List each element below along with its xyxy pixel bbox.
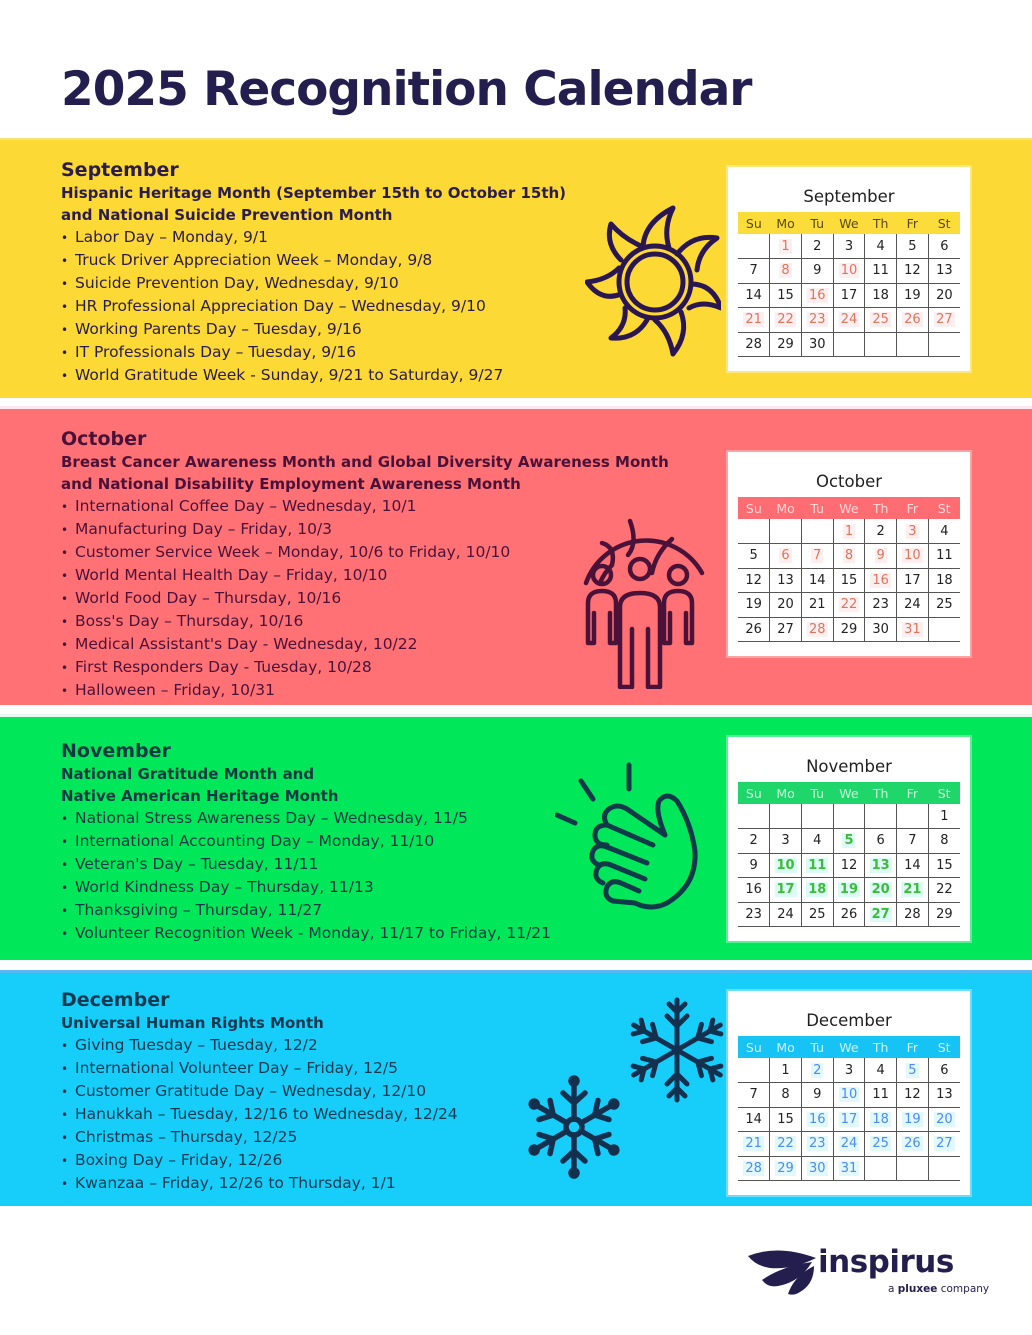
calendar-day: 4 [928,519,960,544]
calendar-day: 29 [928,902,960,927]
weekday-header [738,212,960,234]
event-list [61,1034,458,1195]
calendar-day: 13 [770,568,802,593]
event-item: • Christmas – Thursday, 12/25 [61,1128,298,1146]
calendar-day [928,617,960,642]
snowflake-icon [624,997,730,1103]
calendar-day: 29 [833,617,865,642]
weekday-label: Mo [770,497,802,519]
calendar-day: 8 [770,259,802,284]
calendar-day [833,332,865,357]
calendar-day [801,519,833,544]
calendar-week [738,902,960,927]
event-item: • Medical Assistant's Day - Wednesday, 10/22 [61,635,418,653]
weekday-label: Mo [770,212,802,234]
calendar-day: 16 [865,568,897,593]
calendar-day: 22 [770,308,802,333]
calendar-day: 19 [738,593,770,618]
calendar-day: 30 [865,617,897,642]
calendar-day: 23 [738,902,770,927]
calendar-day: 21 [897,878,929,903]
calendar-day: 24 [833,308,865,333]
calendar-day: 22 [833,593,865,618]
calendar-week [738,234,960,259]
event-item: • Kwanzaa – Friday, 12/26 to Thursday, 1/1 [61,1174,396,1192]
calendar-day: 26 [833,902,865,927]
calendar-day: 14 [897,853,929,878]
calendar-day: 5 [897,234,929,259]
event-item: • First Responders Day - Tuesday, 10/28 [61,658,372,676]
calendar-day: 20 [770,593,802,618]
weekday-label: We [833,782,865,804]
calendar-day: 19 [897,1107,929,1132]
weekday-label: We [833,212,865,234]
weekday-label: St [928,782,960,804]
december-calendar [728,991,970,1195]
calendar-day: 18 [801,878,833,903]
calendar-day: 20 [928,1107,960,1132]
event-item: • World Kindness Day – Thursday, 11/13 [61,878,374,896]
calendar-day: 26 [738,617,770,642]
november-calendar [728,737,970,941]
calendar-day: 2 [801,234,833,259]
december-section [0,970,1032,1206]
calendar-day: 21 [801,593,833,618]
calendar-day: 25 [928,593,960,618]
calendar-day: 16 [801,1107,833,1132]
event-item: • National Stress Awareness Day – Wednesday, 11/5 [61,809,468,827]
calendar-day: 29 [770,1156,802,1181]
calendar-day: 4 [801,829,833,854]
weekday-label: Th [865,497,897,519]
calendar-week [738,332,960,357]
calendar-day: 18 [928,568,960,593]
calendar-day [770,519,802,544]
event-item: • International Volunteer Day – Friday, 12/5 [61,1059,398,1077]
calendar-day: 28 [897,902,929,927]
october-section [0,406,1032,705]
calendar-day [928,332,960,357]
weekday-label: Tu [801,782,833,804]
calendar-day: 25 [801,902,833,927]
weekday-header [738,497,960,519]
event-item: • Giving Tuesday – Tuesday, 12/2 [61,1036,318,1054]
calendar-week [738,519,960,544]
calendar-week [738,1107,960,1132]
calendar-day: 31 [833,1156,865,1181]
calendar-day: 13 [865,853,897,878]
weekday-label: We [833,497,865,519]
observance: Native American Heritage Month [61,787,339,805]
page-title: 2025 Recognition Calendar [61,62,752,117]
calendar-day: 8 [770,1083,802,1108]
calendar-day: 12 [897,259,929,284]
weekday-label: Th [865,782,897,804]
calendar-day: 5 [738,544,770,569]
calendar-day: 6 [928,234,960,259]
event-list [61,226,566,387]
calendar-day: 22 [770,1132,802,1157]
weekday-label: Su [738,1036,770,1058]
calendar-day: 15 [770,283,802,308]
calendar-day: 3 [770,829,802,854]
calendar-day: 27 [928,308,960,333]
event-item: • Suicide Prevention Day, Wednesday, 9/10 [61,274,399,292]
calendar-day: 25 [865,308,897,333]
event-item: • International Accounting Day – Monday, 11/10 [61,832,435,850]
calendar-day: 4 [865,234,897,259]
calendar-day: 10 [770,853,802,878]
calendar-grid [738,212,960,357]
calendar-week [738,1083,960,1108]
calendar-week [738,617,960,642]
inspirus-logo [748,1244,990,1298]
clapping-hands-icon [555,761,705,911]
calendar-day: 31 [897,617,929,642]
month-name: November [61,740,171,762]
calendar-day: 28 [738,332,770,357]
observance: National Gratitude Month and [61,765,315,783]
calendar-grid [738,782,960,927]
calendar-day: 13 [928,1083,960,1108]
calendar-day: 1 [833,519,865,544]
calendar-day [897,1156,929,1181]
weekday-label: Fr [897,212,929,234]
calendar-day [865,804,897,829]
month-name: September [61,159,179,181]
calendar-day: 17 [833,283,865,308]
calendar-week [738,1156,960,1181]
calendar-day [738,1058,770,1083]
calendar-title: September [803,187,895,206]
calendar-title: December [806,1011,892,1030]
snowflake-icon [522,1075,626,1179]
event-item: • HR Professional Appreciation Day – Wednesday, 9/10 [61,297,486,315]
calendar-day: 5 [833,829,865,854]
calendar-day [801,804,833,829]
calendar-day: 26 [897,1132,929,1157]
calendar-day: 3 [833,1058,865,1083]
calendar-day: 11 [801,853,833,878]
calendar-week [738,804,960,829]
leaf-logo-icon [748,1250,820,1296]
september-calendar [728,167,970,371]
calendar-day [770,804,802,829]
calendar-day: 17 [833,1107,865,1132]
calendar-day: 7 [801,544,833,569]
calendar-week [738,1132,960,1157]
calendar-day: 23 [801,308,833,333]
calendar-day: 7 [738,259,770,284]
calendar-day: 17 [897,568,929,593]
event-item: • Labor Day – Monday, 9/1 [61,228,268,246]
calendar-day: 25 [865,1132,897,1157]
calendar-day: 24 [897,593,929,618]
calendar-day: 12 [897,1083,929,1108]
calendar-day: 3 [897,519,929,544]
calendar-title: November [806,757,892,776]
calendar-day: 8 [928,829,960,854]
calendar-day: 11 [865,1083,897,1108]
calendar-day: 28 [738,1156,770,1181]
logo-wordmark: inspirus [818,1244,954,1280]
event-item: • Boss's Day – Thursday, 10/16 [61,612,304,630]
calendar-day: 18 [865,283,897,308]
calendar-day: 20 [865,878,897,903]
calendar-day: 19 [897,283,929,308]
calendar-day: 7 [897,829,929,854]
calendar-week [738,593,960,618]
calendar-day: 21 [738,308,770,333]
calendar-day [897,804,929,829]
event-item: • Volunteer Recognition Week - Monday, 11/17 to Friday, 11/21 [61,924,552,942]
calendar-day: 14 [738,283,770,308]
calendar-day: 3 [833,234,865,259]
calendar-day: 22 [928,878,960,903]
calendar-day: 30 [801,1156,833,1181]
calendar-day: 26 [897,308,929,333]
observance: and National Suicide Prevention Month [61,206,393,224]
calendar-day: 23 [865,593,897,618]
calendar-day [738,519,770,544]
event-item: • Thanksgiving – Thursday, 11/27 [61,901,323,919]
calendar-day: 15 [928,853,960,878]
observance: Universal Human Rights Month [61,1014,324,1032]
calendar-day: 21 [738,1132,770,1157]
event-item: • Truck Driver Appreciation Week – Monday, 9/8 [61,251,433,269]
month-name: October [61,428,147,450]
calendar-day: 16 [801,283,833,308]
weekday-label: Th [865,1036,897,1058]
weekday-label: Fr [897,1036,929,1058]
calendar-grid [738,1036,960,1181]
calendar-day: 11 [865,259,897,284]
calendar-day: 2 [738,829,770,854]
calendar-day: 14 [801,568,833,593]
weekday-header [738,782,960,804]
event-item: • World Mental Health Day – Friday, 10/10 [61,566,388,584]
event-item: • Manufacturing Day – Friday, 10/3 [61,520,333,538]
event-item: • Halloween – Friday, 10/31 [61,681,275,699]
event-item: • International Coffee Day – Wednesday, 10/1 [61,497,417,515]
event-item: • Hanukkah – Tuesday, 12/16 to Wednesday, 12/24 [61,1105,458,1123]
calendar-day: 27 [865,902,897,927]
calendar-week [738,308,960,333]
event-item: • World Gratitude Week - Sunday, 9/21 to Saturday, 9/27 [61,366,504,384]
weekday-label: Mo [770,1036,802,1058]
calendar-day: 17 [770,878,802,903]
calendar-day [865,332,897,357]
calendar-day: 2 [865,519,897,544]
weekday-label: Su [738,782,770,804]
calendar-day: 15 [833,568,865,593]
weekday-label: Fr [897,782,929,804]
calendar-day: 29 [770,332,802,357]
observance: Breast Cancer Awareness Month and Global Diversity Awareness Month [61,453,669,471]
logo-tagline: a pluxee company [888,1283,990,1295]
calendar-day: 12 [738,568,770,593]
calendar-day: 13 [928,259,960,284]
calendar-week [738,259,960,284]
calendar-week [738,568,960,593]
calendar-day: 24 [770,902,802,927]
calendar-day: 15 [770,1107,802,1132]
calendar-day [928,1156,960,1181]
calendar-day: 8 [833,544,865,569]
calendar-day: 9 [738,853,770,878]
calendar-title: October [815,472,883,491]
weekday-header [738,1036,960,1058]
sun-icon [585,204,721,360]
calendar-day: 10 [833,1083,865,1108]
calendar-day [897,332,929,357]
calendar-week [738,283,960,308]
observance: Hispanic Heritage Month (September 15th to October 15th) [61,184,567,202]
calendar-day: 18 [865,1107,897,1132]
calendar-day: 10 [833,259,865,284]
weekday-label: Tu [801,1036,833,1058]
october-calendar [728,452,970,656]
calendar-day: 1 [770,234,802,259]
calendar-day: 5 [897,1058,929,1083]
calendar-day: 11 [928,544,960,569]
event-list [61,807,551,945]
event-item: • Boxing Day – Friday, 12/26 [61,1151,283,1169]
weekday-label: St [928,497,960,519]
calendar-day [738,234,770,259]
people-globe-icon [572,513,708,689]
weekday-label: Tu [801,497,833,519]
calendar-day: 6 [865,829,897,854]
weekday-label: Th [865,212,897,234]
calendar-day: 1 [928,804,960,829]
calendar-day: 20 [928,283,960,308]
weekday-label: Tu [801,212,833,234]
september-section [0,138,1032,398]
weekday-label: Su [738,497,770,519]
calendar-week [738,544,960,569]
weekday-label: St [928,1036,960,1058]
weekday-label: Mo [770,782,802,804]
november-section [0,714,1032,960]
event-item: • Veteran's Day – Tuesday, 11/11 [61,855,319,873]
calendar-day: 2 [801,1058,833,1083]
calendar-week [738,829,960,854]
calendar-day: 12 [833,853,865,878]
calendar-day: 27 [770,617,802,642]
calendar-week [738,853,960,878]
calendar-day: 9 [801,259,833,284]
calendar-day: 30 [801,332,833,357]
event-item: • Working Parents Day – Tuesday, 9/16 [61,320,362,338]
calendar-day: 28 [801,617,833,642]
calendar-day [738,804,770,829]
calendar-day: 16 [738,878,770,903]
observance: and National Disability Employment Awareness Month [61,475,521,493]
calendar-day: 6 [770,544,802,569]
calendar-day: 4 [865,1058,897,1083]
weekday-label: Su [738,212,770,234]
calendar-day: 1 [770,1058,802,1083]
calendar-day: 23 [801,1132,833,1157]
calendar-day: 10 [897,544,929,569]
calendar-day: 7 [738,1083,770,1108]
event-item: • Customer Gratitude Day – Wednesday, 12/10 [61,1082,427,1100]
calendar-day [833,804,865,829]
calendar-day: 24 [833,1132,865,1157]
calendar-day: 27 [928,1132,960,1157]
calendar-week [738,1058,960,1083]
calendar-day [865,1156,897,1181]
event-item: • IT Professionals Day – Tuesday, 9/16 [61,343,357,361]
event-item: • World Food Day – Thursday, 10/16 [61,589,342,607]
event-item: • Customer Service Week – Monday, 10/6 to Friday, 10/10 [61,543,511,561]
weekday-label: We [833,1036,865,1058]
month-name: December [61,989,170,1011]
calendar-week [738,878,960,903]
calendar-grid [738,497,960,642]
calendar-day: 14 [738,1107,770,1132]
calendar-day: 19 [833,878,865,903]
calendar-day: 6 [928,1058,960,1083]
calendar-day: 9 [801,1083,833,1108]
calendar-day: 9 [865,544,897,569]
weekday-label: Fr [897,497,929,519]
weekday-label: St [928,212,960,234]
